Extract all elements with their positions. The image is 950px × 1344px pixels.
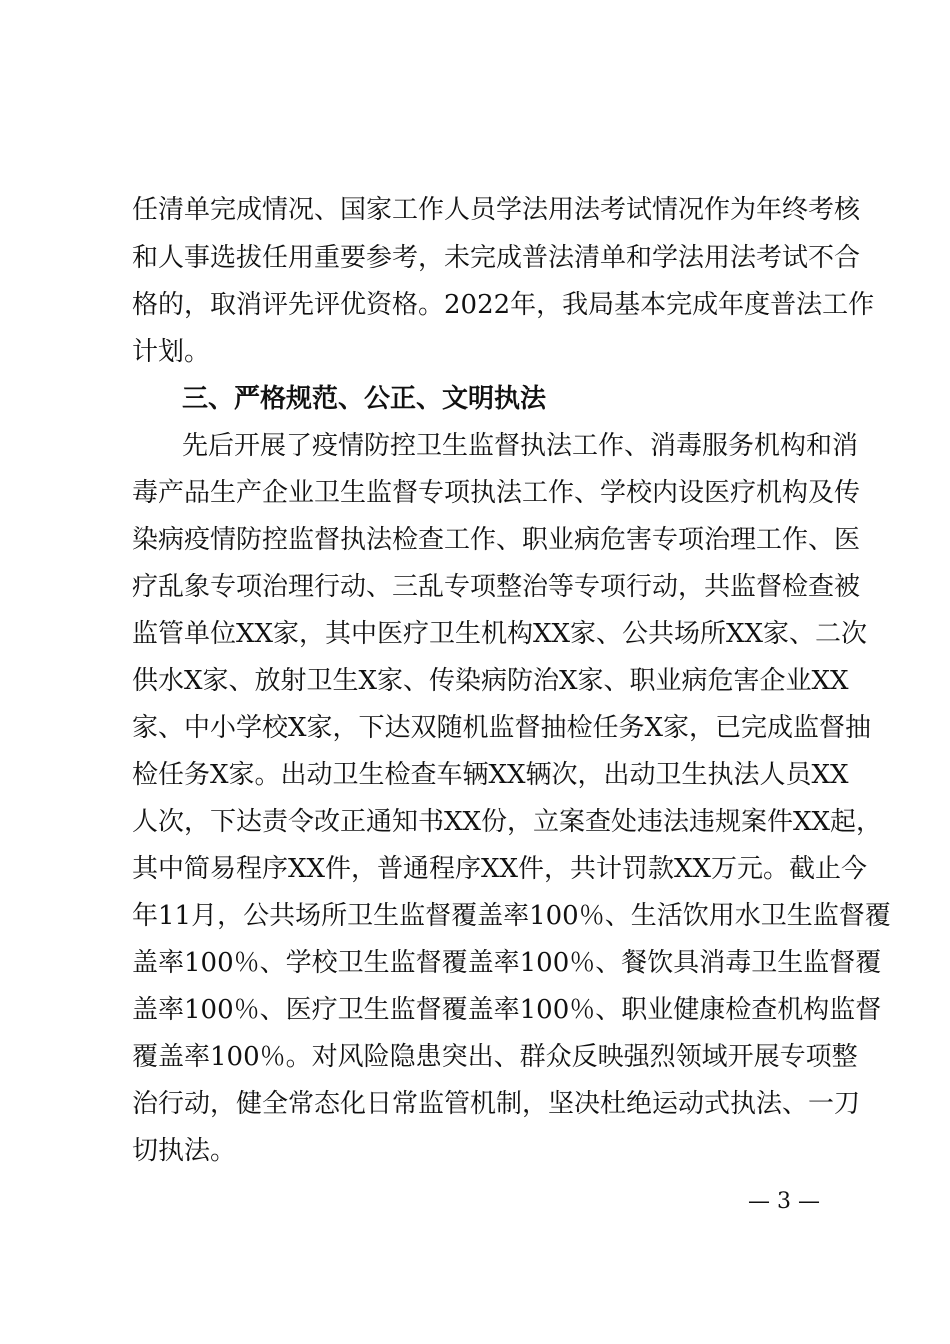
text-line: 人次，下达责令改正通知书XX份，立案查处违法违规案件XX起，: [132, 807, 883, 837]
text-line: 染病疫情防控监督执法检查工作、职业病危害专项治理工作、医: [132, 525, 861, 555]
text-line: 检任务X家。出动卫生检查车辆XX辆次，出动卫生执法人员XX: [132, 760, 849, 790]
section-heading: 三、严格规范、公正、文明执法: [182, 384, 547, 414]
text-line: 监管单位XX家，其中医疗卫生机构XX家、公共场所XX家、二次: [132, 619, 868, 649]
text-line: 年11月，公共场所卫生监督覆盖率100％、生活饮用水卫生监督覆: [132, 901, 891, 931]
text-line: 盖率100％、医疗卫生监督覆盖率100％、职业健康检查机构监督: [132, 995, 882, 1025]
text-line: 治行动，健全常态化日常监管机制，坚决杜绝运动式执法、一刀: [132, 1089, 861, 1119]
text-line: 其中简易程序XX件，普通程序XX件，共计罚款XX万元。截止今: [132, 854, 868, 884]
text-line: 格的，取消评先评优资格。2022年，我局基本完成年度普法工作: [132, 290, 875, 320]
text-line: 切执法。: [132, 1136, 237, 1166]
text-line: 覆盖率100％。对风险隐患突出、群众反映强烈领域开展专项整: [132, 1042, 858, 1072]
text-line: 计划。: [132, 337, 211, 367]
text-line: 疗乱象专项治理行动、三乱专项整治等专项行动，共监督检查被: [132, 572, 861, 602]
text-line: 盖率100％、学校卫生监督覆盖率100％、餐饮具消毒卫生监督覆: [132, 948, 882, 978]
page-number: — 3 —: [748, 1189, 820, 1214]
text-line: 任清单完成情况、国家工作人员学法用法考试情况作为年终考核: [132, 195, 861, 225]
text-line: 家、中小学校X家，下达双随机监督抽检任务X家，已完成监督抽: [132, 713, 872, 743]
text-line: 供水X家、放射卫生X家、传染病防治X家、职业病危害企业XX: [132, 666, 849, 696]
text-line: 毒产品生产企业卫生监督专项执法工作、学校内设医疗机构及传: [132, 478, 861, 508]
text-line: 先后开展了疫情防控卫生监督执法工作、消毒服务机构和消: [182, 431, 859, 461]
text-line: 和人事选拔任用重要参考，未完成普法清单和学法用法考试不合: [132, 243, 861, 273]
